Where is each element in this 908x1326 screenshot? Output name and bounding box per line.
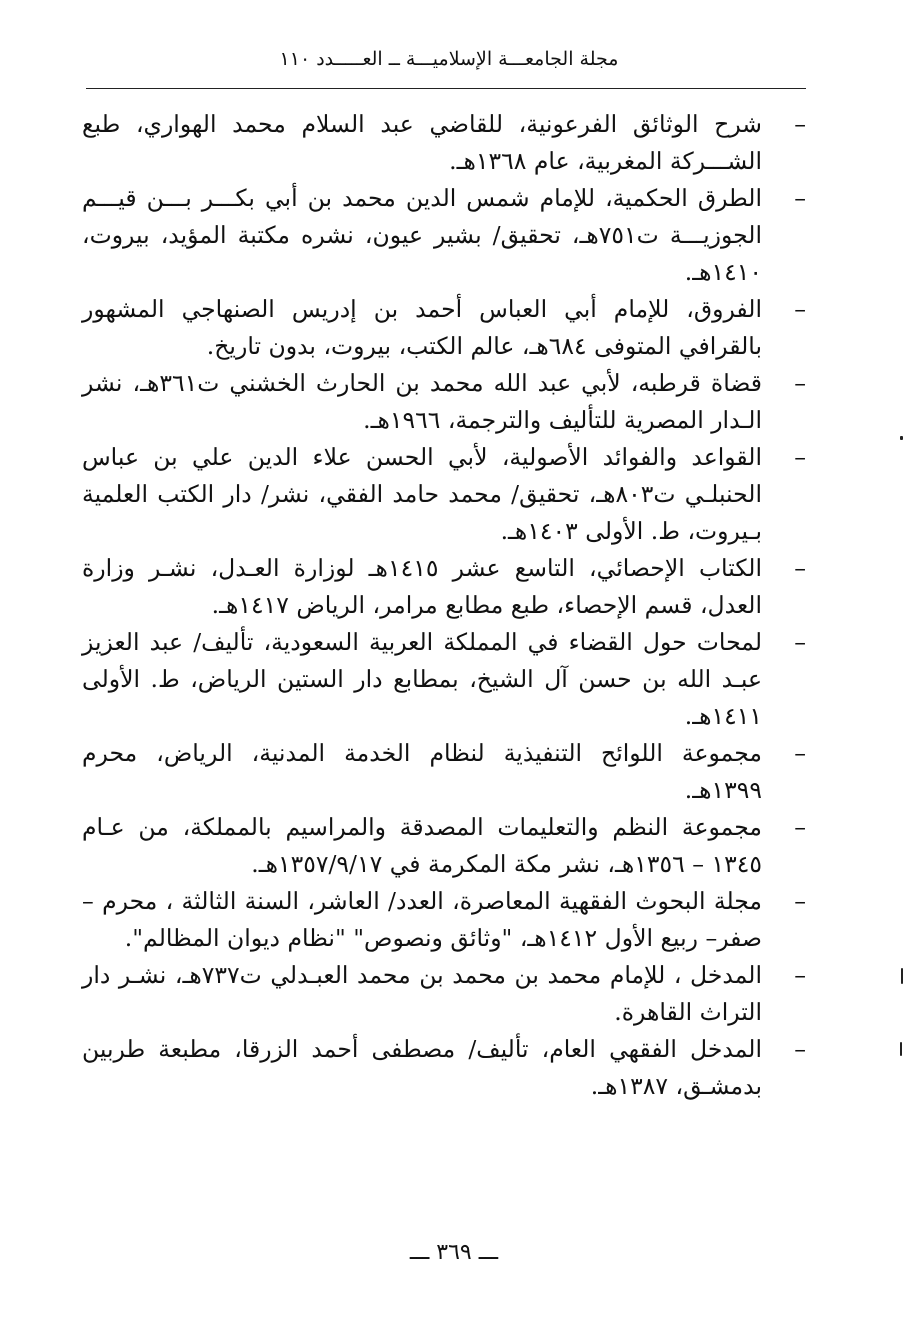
entry-text: الكتاب الإحصائي، التاسع عشر ١٤١٥هـ لوزارة العـدل، نشـر وزارة العدل، قسم الإحصاء، طبع مطابع مرامر، الرياض ١٤١٧هـ.	[82, 554, 762, 619]
entry-text: شرح الوثائق الفرعونية، للقاضي عبد السلام محمد الهواري، طبع الشـــركة المغربية، عام ١٣٦٨هـ.	[82, 110, 762, 175]
entry-dash: –	[794, 110, 806, 138]
entry-text: قضاة قرطبه، لأبي عبد الله محمد بن الحارث الخشني ت٣٦١هـ، نشر الـدار المصرية للتأليف والترجمة، ١٩٦٦هـ.	[82, 369, 762, 434]
entry-dash: –	[794, 295, 806, 323]
scan-speck	[900, 436, 903, 440]
entry-text: مجموعة النظم والتعليمات المصدقة والمراسيم بالمملكة، من عـام ١٣٤٥ – ١٣٥٦هـ، نشر مكة المكرمة في ١٣٥٧/٩/١٧هـ.	[82, 813, 762, 878]
entry-text: الفروق، للإمام أبي العباس أحمد بن إدريس الصنهاجي المشهور بالقرافي المتوفى ٦٨٤هـ، عالم الكتب، بيروت، بدون تاريخ.	[82, 295, 762, 360]
bibliography-entry	[82, 180, 806, 291]
entry-text: المدخل الفقهي العام، تأليف/ مصطفى أحمد الزرقا، مطبعة طربين بدمشـق، ١٣٨٧هـ.	[82, 1035, 762, 1100]
entry-text: مجلة البحوث الفقهية المعاصرة، العدد/ العاشر، السنة الثالثة ، محرم – صفر– ربيع الأول ١٤١٢هـ، "وثائق ونصوص" "نظام ديوان المظالم".	[82, 887, 762, 952]
bibliography-entry	[82, 624, 806, 735]
entry-text: القواعد والفوائد الأصولية، لأبي الحسن علاء الدين علي بن عباس الحنبلـي ت٨٠٣هـ، تحقيق/ محمد حامد الفقي، نشر/ دار الكتب العلمية بـيروت، ط. الأولى ١٤٠٣هـ.	[82, 443, 762, 545]
bibliography-entry	[82, 106, 806, 180]
scan-speck	[901, 968, 903, 984]
bibliography-entry	[82, 1031, 806, 1105]
scan-speck	[900, 1042, 902, 1056]
entry-dash: –	[794, 628, 806, 656]
bibliography-entry	[82, 365, 806, 439]
entry-text: لمحات حول القضاء في المملكة العربية السعودية، تأليف/ عبد العزيز عبـد الله بن حسن آل الشيخ، بمطابع دار الستين الرياض، ط. الأولى ١٤١١هـ.	[82, 628, 762, 730]
bibliography-entry	[82, 291, 806, 365]
bibliography-entry	[82, 735, 806, 809]
entry-text: مجموعة اللوائح التنفيذية لنظام الخدمة المدنية، الرياض، محرم ١٣٩٩هـ.	[82, 739, 762, 804]
bibliography-entry	[82, 957, 806, 1031]
bibliography-entry	[82, 439, 806, 550]
bibliography-list	[82, 106, 806, 1105]
entry-dash: –	[794, 961, 806, 989]
entry-dash: –	[794, 443, 806, 471]
entry-dash: –	[794, 369, 806, 397]
entry-dash: –	[794, 739, 806, 767]
entry-dash: –	[794, 887, 806, 915]
entry-dash: –	[794, 554, 806, 582]
entry-dash: –	[794, 184, 806, 212]
bibliography-entry	[82, 883, 806, 957]
entry-dash: –	[794, 813, 806, 841]
entry-text: الطرق الحكمية، للإمام شمس الدين محمد بن أبي بكـــر بـــن قيـــم الجوزيـــة ت٧٥١هـ، تحقيق/ بشير عيون، نشره مكتبة المؤيد، بيروت، ١٤١٠هـ.	[82, 184, 762, 286]
bibliography-entry	[82, 550, 806, 624]
running-header: مجلة الجامعـــة الإسلاميـــة ــ العـــــدد ١١٠	[279, 48, 619, 70]
header-divider	[86, 88, 806, 89]
entry-dash: –	[794, 1035, 806, 1063]
bibliography-entry	[82, 809, 806, 883]
entry-text: المدخل ، للإمام محمد بن محمد بن محمد العبـدلي ت٧٣٧هـ، نشـر دار التراث القاهرة.	[82, 961, 762, 1026]
page-number: ـــ ٣٦٩ ـــ	[409, 1240, 499, 1265]
